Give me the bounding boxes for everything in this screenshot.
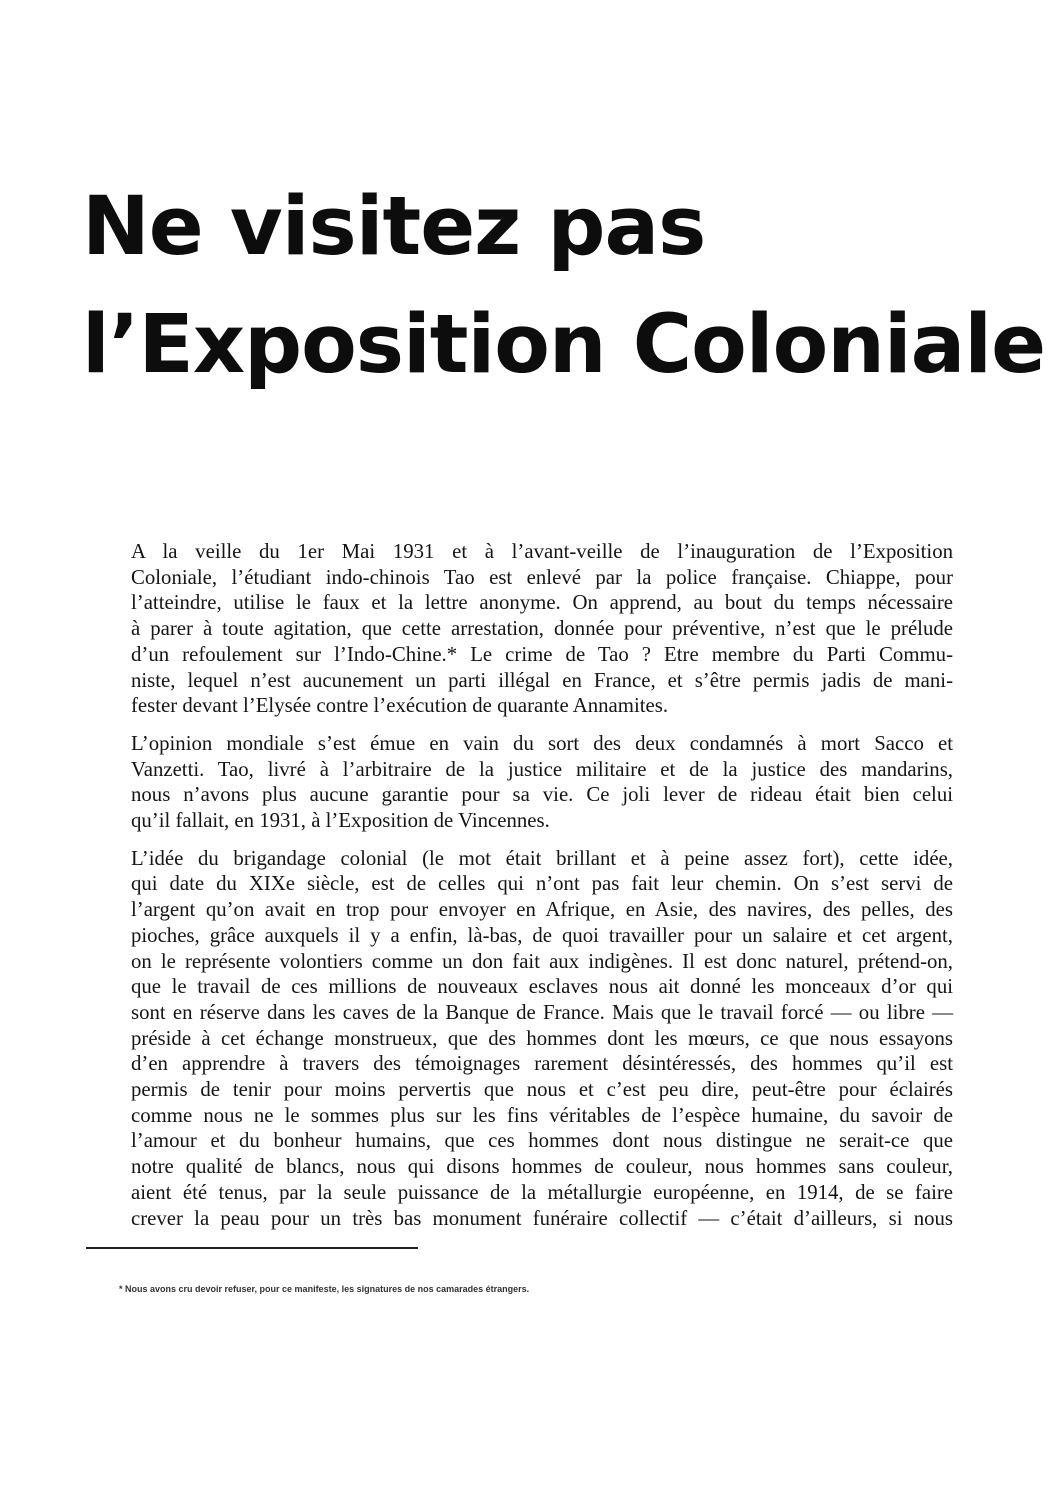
text-line: sont en réserve dans les caves de la Banque de France. Mais que le travail forcé — ou libre — — [131, 1000, 953, 1024]
title-line-2: l’Exposition Coloniale — [82, 298, 1046, 392]
text-line: d’en apprendre à travers des témoignages rarement désintéressés, des hommes qu’il est — [131, 1052, 953, 1076]
paragraph-1 — [80, 539, 953, 719]
text-line: L’idée du brigandage colonial (le mot était brillant et à peine assez fort), cette idée, — [131, 846, 953, 870]
text-line: Coloniale, l’étudiant indo-chinois Tao est enlevé par la police française. Chiappe, pour — [131, 565, 953, 589]
text-line: niste, lequel n’est aucunement un parti illégal en France, et s’être permis jadis de mani- — [131, 668, 953, 692]
text-line: Vanzetti. Tao, livré à l’arbitraire de la justice militaire et de la justice des mandarins, — [131, 757, 953, 781]
text-line: fester devant l’Elysée contre l’exécution de quarante Annamites. — [131, 694, 669, 718]
text-line: préside à cet échange monstrueux, que des hommes dont les mœurs, ce que nous essayons — [131, 1026, 953, 1050]
title-line-1: Ne visitez pas — [82, 180, 706, 274]
text-line: à parer à toute agitation, que cette arrestation, donnée pour préventive, n’est que le prélude — [131, 617, 953, 641]
text-line: permis de tenir pour moins pervertis que nous et c’est peu dire, peut-être pour éclairés — [131, 1078, 953, 1102]
text-line: l’atteindre, utilise le faux et la lettre anonyme. On apprend, au bout du temps nécessaire — [131, 591, 953, 615]
text-line: notre qualité de blancs, nous qui disons hommes de couleur, nous hommes sans couleur, — [131, 1155, 953, 1179]
manifesto-body — [80, 539, 953, 1231]
page-title — [82, 168, 1046, 404]
paragraph-gap — [80, 834, 953, 846]
text-line: que le travail de ces millions de nouveaux esclaves nous ait donné les monceaux d’or qui — [131, 975, 953, 999]
text-line: d’un refoulement sur l’Indo-Chine.* Le crime de Tao ? Etre membre du Parti Commu- — [131, 642, 953, 666]
text-line: l’argent qu’on avait en trop pour envoyer en Afrique, en Asie, des navires, des pelles, des — [131, 898, 953, 922]
text-line: l’amour et du bonheur humains, que ces hommes dont nous distingue ne serait-ce que — [131, 1129, 953, 1153]
footnote: * Nous avons cru devoir refuser, pour ce manifeste, les signatures de nos camarades étrangers. — [119, 1284, 530, 1294]
footnote-divider — [86, 1247, 418, 1249]
text-line: qu’il fallait, en 1931, à l’Exposition de Vincennes. — [131, 809, 550, 833]
text-line: pioches, grâce auxquels il y a enfin, là-bas, de quoi travailler pour un salaire et cet argent, — [131, 923, 953, 947]
text-line: qui date du XIXe siècle, est de celles qui n’ont pas fait leur chemin. On s’est servi de — [131, 872, 953, 896]
text-line: nous n’avons plus aucune garantie pour sa vie. Ce joli lever de rideau était bien celui — [131, 783, 953, 807]
text-line: A la veille du 1er Mai 1931 et à l’avant-veille de l’inauguration de l’Exposition — [131, 540, 953, 563]
text-line: crever la peau pour un très bas monument funéraire collectif — c’était d’ailleurs, si nous — [131, 1206, 953, 1230]
paragraph-2 — [80, 731, 953, 834]
text-line: L’opinion mondiale s’est émue en vain du sort des deux condamnés à mort Sacco et — [131, 731, 953, 755]
text-line: on le représente volontiers comme un don fait aux indigènes. Il est donc naturel, prétend-on, — [131, 949, 953, 973]
paragraph-3 — [80, 846, 953, 1232]
text-line: aient été tenus, par la seule puissance de la métallurgie européenne, en 1914, de se faire — [131, 1180, 953, 1204]
paragraph-gap — [80, 719, 953, 731]
text-line: comme nous ne le sommes plus sur les fins véritables de l’espèce humaine, du savoir de — [131, 1103, 953, 1127]
